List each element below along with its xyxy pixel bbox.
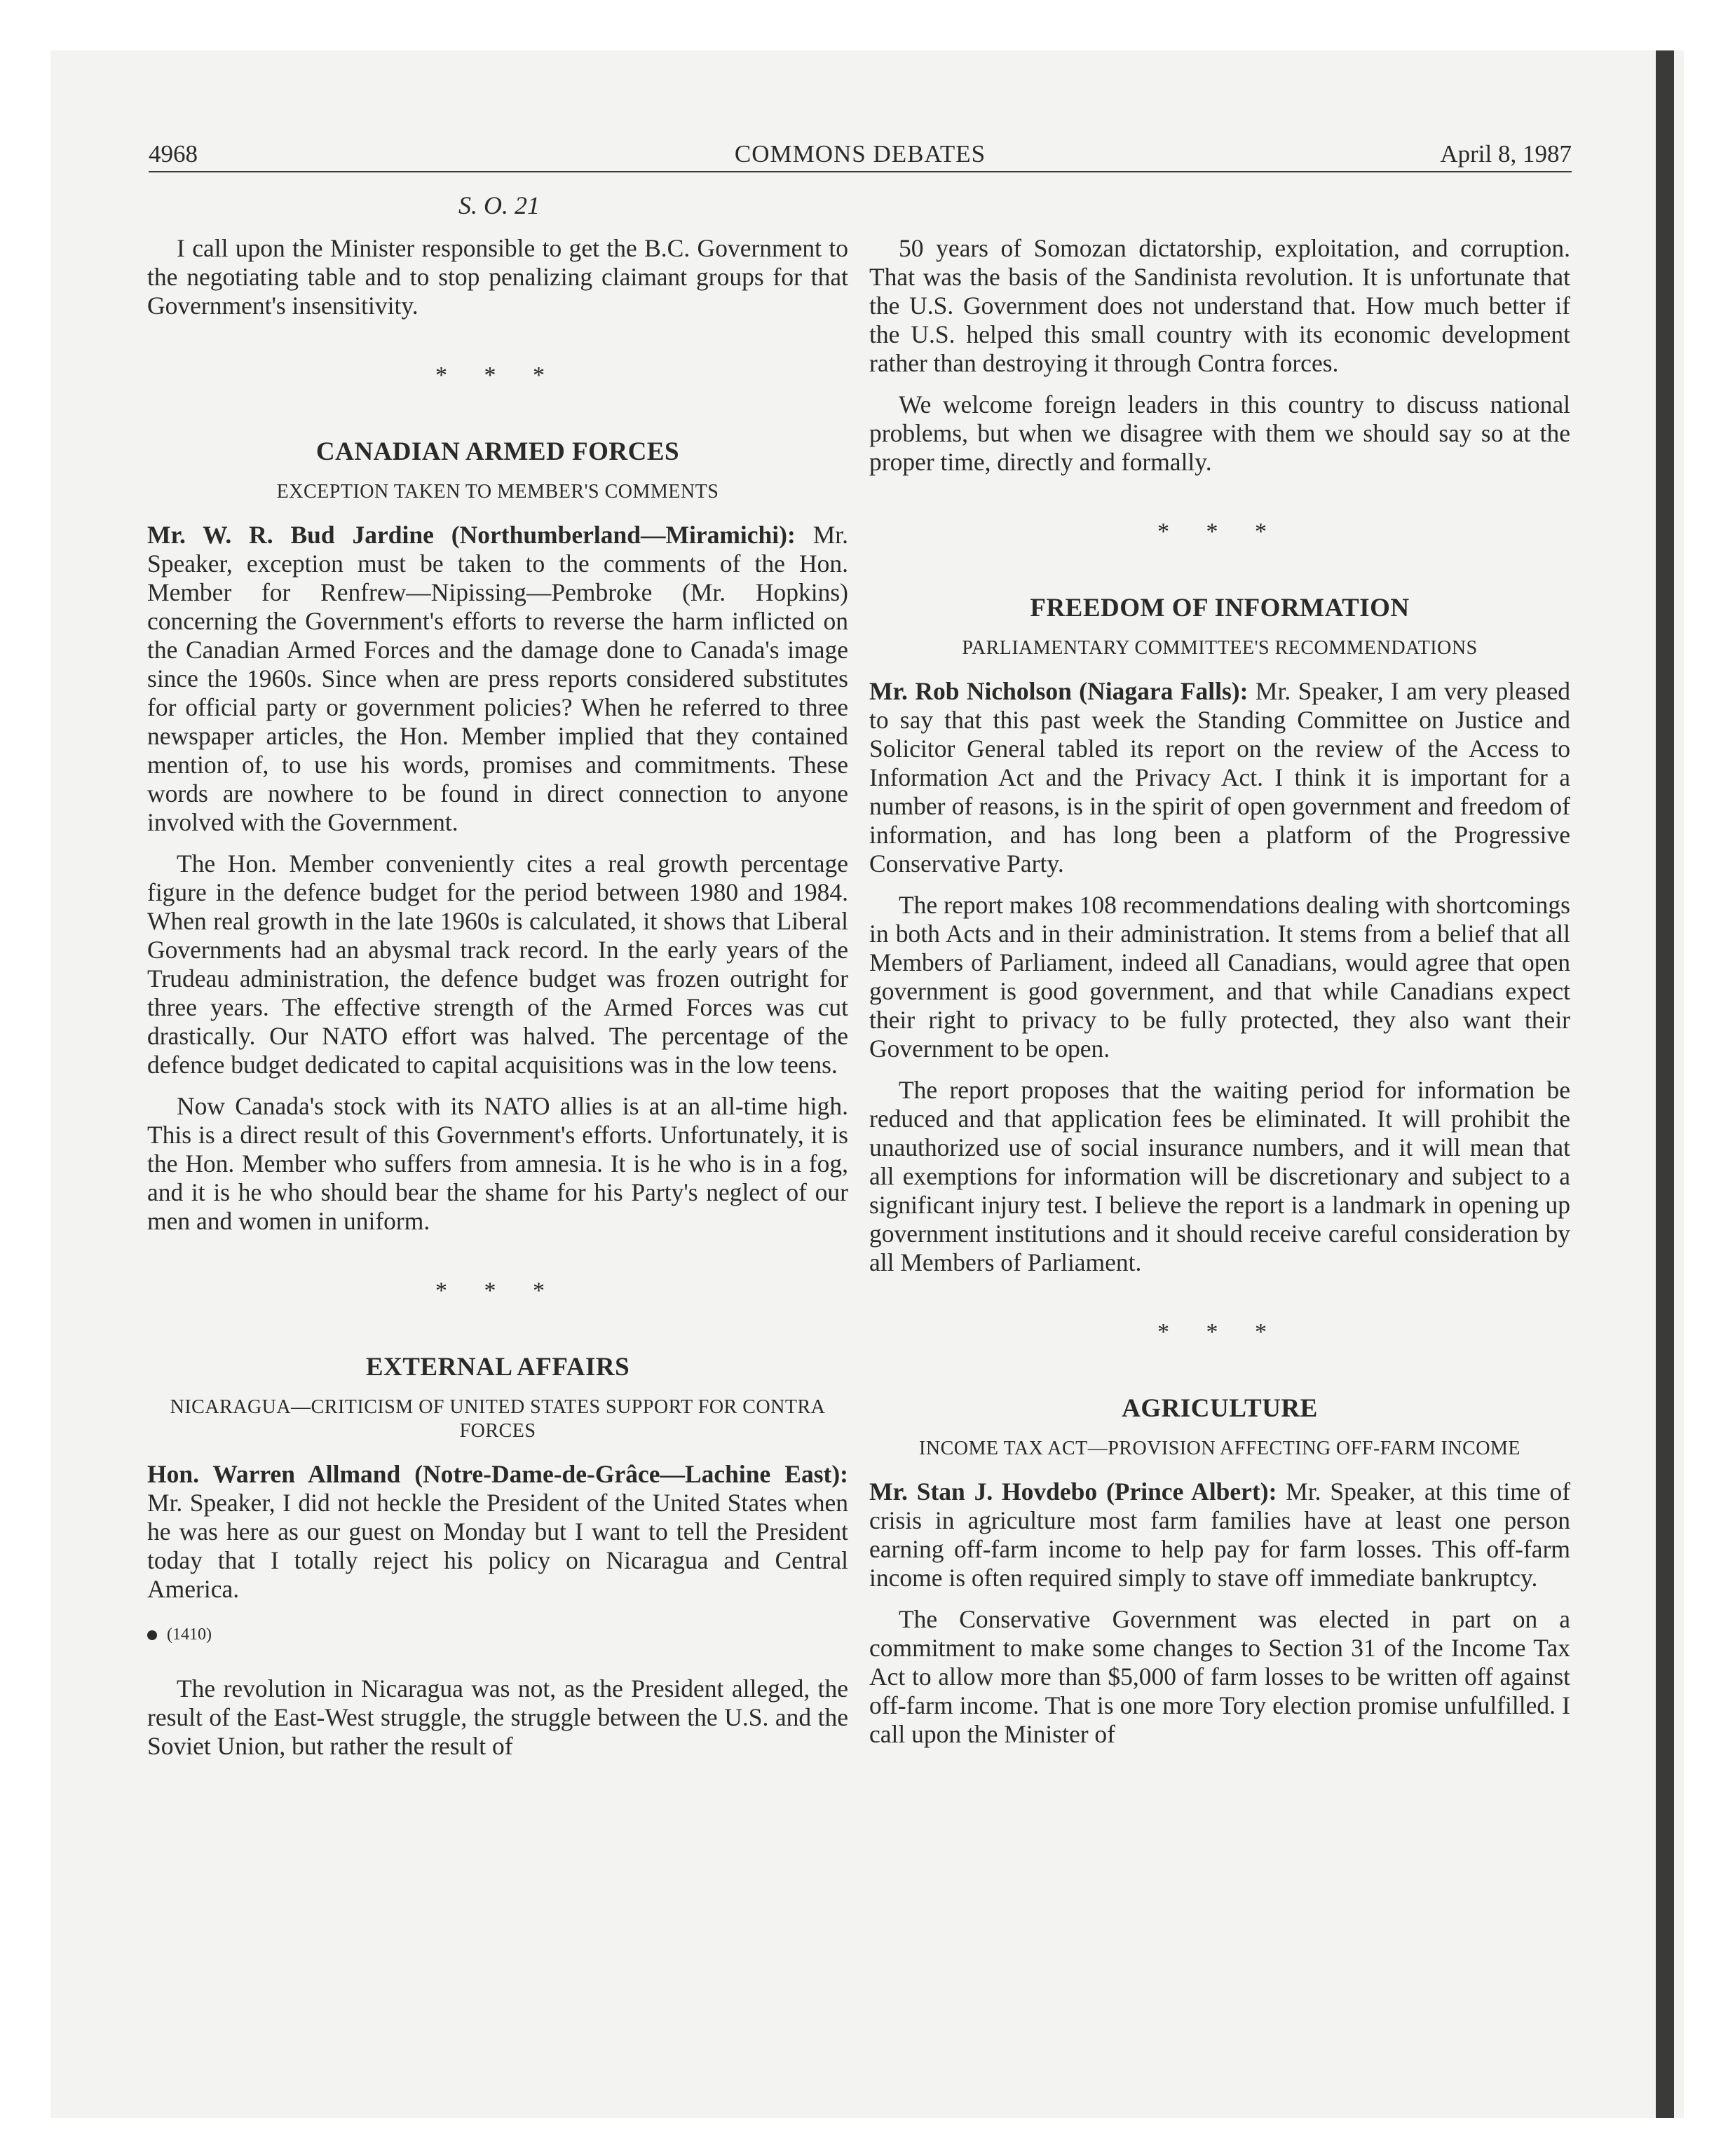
paragraph-text: Mr. Speaker, I did not heckle the President of the United States when he was here as our guest on Monday but I want to tell the President today that I totally reject his policy on Nicaragua and Central America. [147,1489,848,1603]
statement-paragraph: The report makes 108 recommendations dealing with shortcomings in both Acts and in their administration. It stems from a belief that all Members of Parliament, indeed all Canadians, would agree that open government is good government, and that while Canadians expect their right to privacy to be fully protected, they also want their Government to be open. [869,891,1570,1063]
section-separator: * * * [1157,519,1282,545]
page-number: 4968 [149,140,198,168]
timestamp-marker [147,1621,848,1649]
speaker-name: Mr. W. R. Bud Jardine (Northumberland—Miramichi): [147,521,796,549]
bullet-icon [147,1630,157,1640]
binding-edge [1656,50,1674,2118]
section-subheading-freedom-of-information: PARLIAMENTARY COMMITTEE'S RECOMMENDATIONS [962,637,1478,659]
left-column [147,234,848,1773]
section-separator: * * * [435,362,560,388]
statement-paragraph [869,1478,1570,1592]
statement-paragraph: The Hon. Member conveniently cites a real growth percentage figure in the defence budget for the period between 1980 and 1984. When real growth in the late 1960s is calculated, it shows that Liberal Governments had an abysmal track record. In the early years of the Trudeau administration, the defence budget was frozen outright for three years. The effective strength of the Armed Forces was cut drastically. Our NATO effort was halved. The percentage of the defence budget dedicated to capital acquisitions was in the low teens. [147,850,848,1079]
paragraph-text: Mr. Speaker, I am very pleased to say that this past week the Standing Committee on Justice and Solicitor General tabled its report on the review of the Access to Information Act and the Privacy Act. I think it is important for a number of reasons, is in the spirit of open government and freedom of information, and has long been a platform of the Progressive Conservative Party. [869,677,1571,878]
standing-order-label: S. O. 21 [458,191,540,219]
section-subheading-armed-forces: EXCEPTION TAKEN TO MEMBER'S COMMENTS [276,481,719,503]
statement-paragraph [147,521,848,837]
paragraph-text: Mr. Speaker, exception must be taken to the comments of the Hon. Member for Renfrew—Nipissing—Pembroke (Mr. Hopkins) concerning the Government's efforts to reverse the harm inflicted on the Canadian Armed Forces and the damage done to Canada's image since the 1960s. Since when are press reports considered substitutes for official party or government policies? When he referred to three newspaper articles, the Hon. Member implied that they contained mention of, to use his words, promises and commitments. These words are nowhere to be found in direct connection to anyone involved with the Government. [147,521,849,836]
intro-paragraph: I call upon the Minister responsible to get the B.C. Government to the negotiating table and to stop penalizing claimant groups for that Government's insensitivity. [147,234,848,320]
statement-paragraph: We welcome foreign leaders in this country to discuss national problems, but when we disagree with them we should say so at the proper time, directly and formally. [869,390,1570,476]
publication-title: COMMONS DEBATES [734,140,986,168]
section-heading-external-affairs: EXTERNAL AFFAIRS [365,1353,630,1381]
timestamp-text: (1410) [167,1625,212,1644]
publication-date: April 8, 1987 [1440,140,1572,168]
speaker-name: Mr. Rob Nicholson (Niagara Falls): [869,677,1248,705]
statement-paragraph: Now Canada's stock with its NATO allies is at an all-time high. This is a direct result of this Government's efforts. Unfortunately, it is the Hon. Member who suffers from amnesia. It is he who is in a fog, and it is he who should bear the shame for his Party's neglect of our men and women in uniform. [147,1092,848,1235]
page-header [149,137,1572,172]
statement-paragraph: The Conservative Government was elected in part on a commitment to make some changes to Section 31 of the Income Tax Act to allow more than $5,000 of farm losses to be written off against off-farm income. That is one more Tory election promise unfulfilled. I call upon the Minister of [869,1605,1570,1748]
section-separator: * * * [1157,1319,1282,1345]
statement-paragraph [869,677,1570,878]
section-heading-agriculture: AGRICULTURE [1122,1394,1318,1423]
statement-paragraph [147,1460,848,1604]
section-heading-freedom-of-information: FREEDOM OF INFORMATION [1030,594,1410,622]
statement-paragraph: The revolution in Nicaragua was not, as the President alleged, the result of the East-West struggle, the struggle between the U.S. and the Soviet Union, but rather the result of [147,1674,848,1760]
section-heading-armed-forces: CANADIAN ARMED FORCES [315,437,680,466]
section-separator: * * * [435,1278,560,1304]
section-subheading-agriculture: INCOME TAX ACT—PROVISION AFFECTING OFF-FARM INCOME [919,1438,1520,1459]
speaker-name: Hon. Warren Allmand (Notre-Dame-de-Grâce—Lachine East): [147,1460,848,1488]
paragraph-text: Mr. Speaker, at this time of crisis in agriculture most farm families have at least one person earning off-farm income to help pay for farm losses. This off-farm income is often required simply to stave off immediate bankruptcy. [869,1478,1571,1592]
speaker-name: Mr. Stan J. Hovdebo (Prince Albert): [869,1478,1277,1506]
right-column [869,234,1570,1761]
statement-paragraph: 50 years of Somozan dictatorship, exploitation, and corruption. That was the basis of the Sandinista revolution. It is unfortunate that the U.S. Government does not understand that. How much better if the U.S. helped this small country with its economic development rather than destroying it through Contra forces. [869,234,1570,377]
statement-paragraph: The report proposes that the waiting period for information be reduced and that application fees be eliminated. It will prohibit the unauthorized use of social insurance numbers, and it will mean that all exemptions for information will be discretionary and subject to a significant injury test. I believe the report is a landmark in opening up government institutions and it should receive careful consideration by all Members of Parliament. [869,1076,1570,1276]
section-subheading-external-affairs: NICARAGUA—CRITICISM OF UNITED STATES SUPPORT FOR CONTRA FORCES [170,1396,826,1442]
